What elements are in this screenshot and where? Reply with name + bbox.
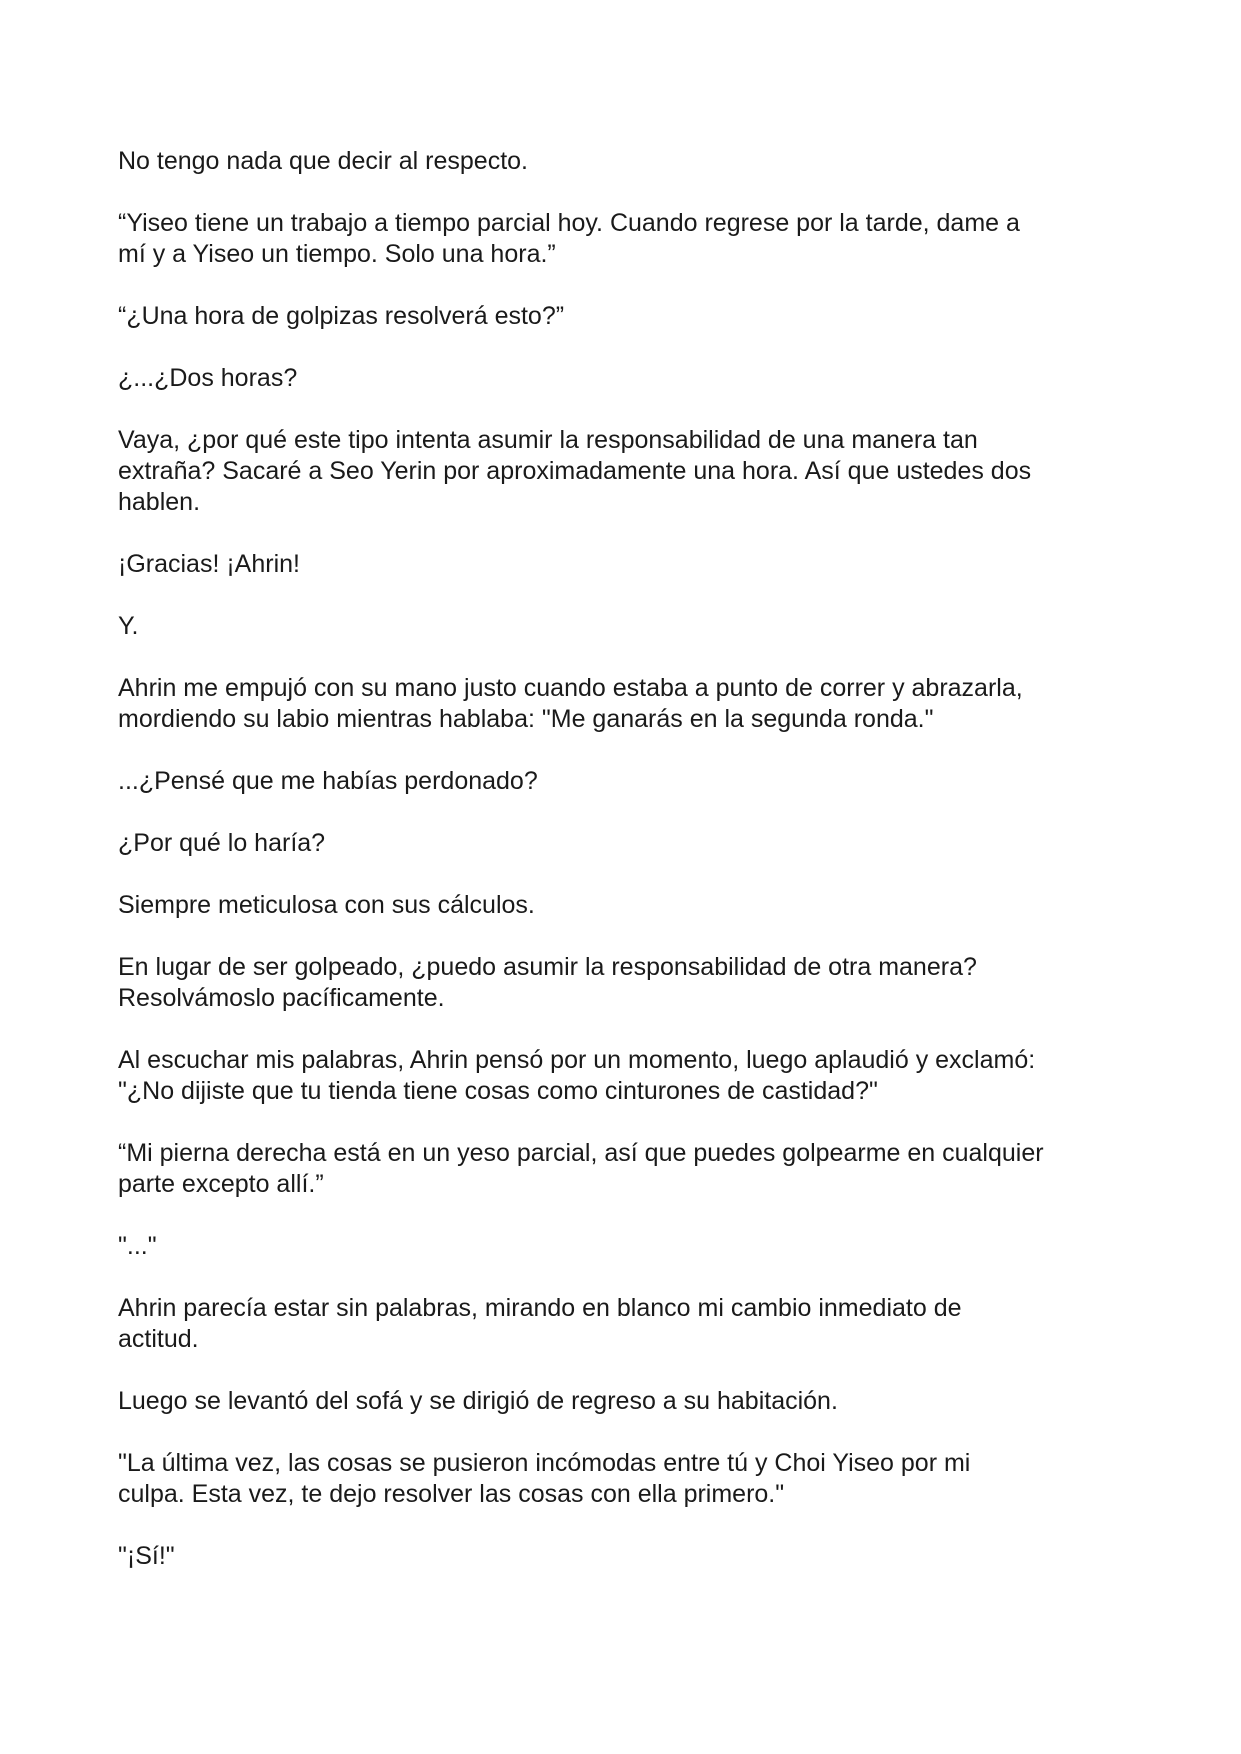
paragraph: Al escuchar mis palabras, Ahrin pensó por un momento, luego aplaudió y exclamó: "¿No dijiste que tu tienda tiene cosas como cinturones de castidad?" [118,1046,1036,1105]
paragraph: "¡Sí!" [118,1542,175,1570]
paragraph: ¡Gracias! ¡Ahrin! [118,550,300,578]
paragraph: “Mi pierna derecha está en un yeso parcial, así que puedes golpearme en cualquier parte excepto allí.” [118,1139,1044,1198]
paragraph: “Yiseo tiene un trabajo a tiempo parcial hoy. Cuando regrese por la tarde, dame a mí y a Yiseo un tiempo. Solo una hora.” [118,209,1020,268]
paragraph: En lugar de ser golpeado, ¿puedo asumir la responsabilidad de otra manera? Resolvámoslo pacíficamente. [118,953,977,1012]
text-column [118,146,1138,1603]
paragraph: ...¿Pensé que me habías perdonado? [118,767,538,795]
paragraph: Ahrin me empujó con su mano justo cuando estaba a punto de correr y abrazarla, mordiendo su labio mientras hablaba: "Me ganarás en la segunda ronda." [118,674,1023,733]
paragraph: ¿Por qué lo haría? [118,829,326,857]
paragraph: ¿...¿Dos horas? [118,364,298,392]
paragraph: Vaya, ¿por qué este tipo intenta asumir la responsabilidad de una manera tan extraña? Sacaré a Seo Yerin por aproximadamente una hora. Así que ustedes dos hablen. [118,426,1032,516]
paragraph: “¿Una hora de golpizas resolverá esto?” [118,302,565,330]
paragraph: Y. [118,612,139,640]
paragraph: Ahrin parecía estar sin palabras, mirando en blanco mi cambio inmediato de actitud. [118,1294,962,1353]
paragraph: "..." [118,1232,157,1260]
paragraph: Siempre meticulosa con sus cálculos. [118,891,535,919]
paragraph: Luego se levantó del sofá y se dirigió de regreso a su habitación. [118,1387,838,1415]
paragraph: No tengo nada que decir al respecto. [118,147,528,175]
paragraph: "La última vez, las cosas se pusieron incómodas entre tú y Choi Yiseo por mi culpa. Esta vez, te dejo resolver las cosas con ella primero." [118,1449,971,1508]
